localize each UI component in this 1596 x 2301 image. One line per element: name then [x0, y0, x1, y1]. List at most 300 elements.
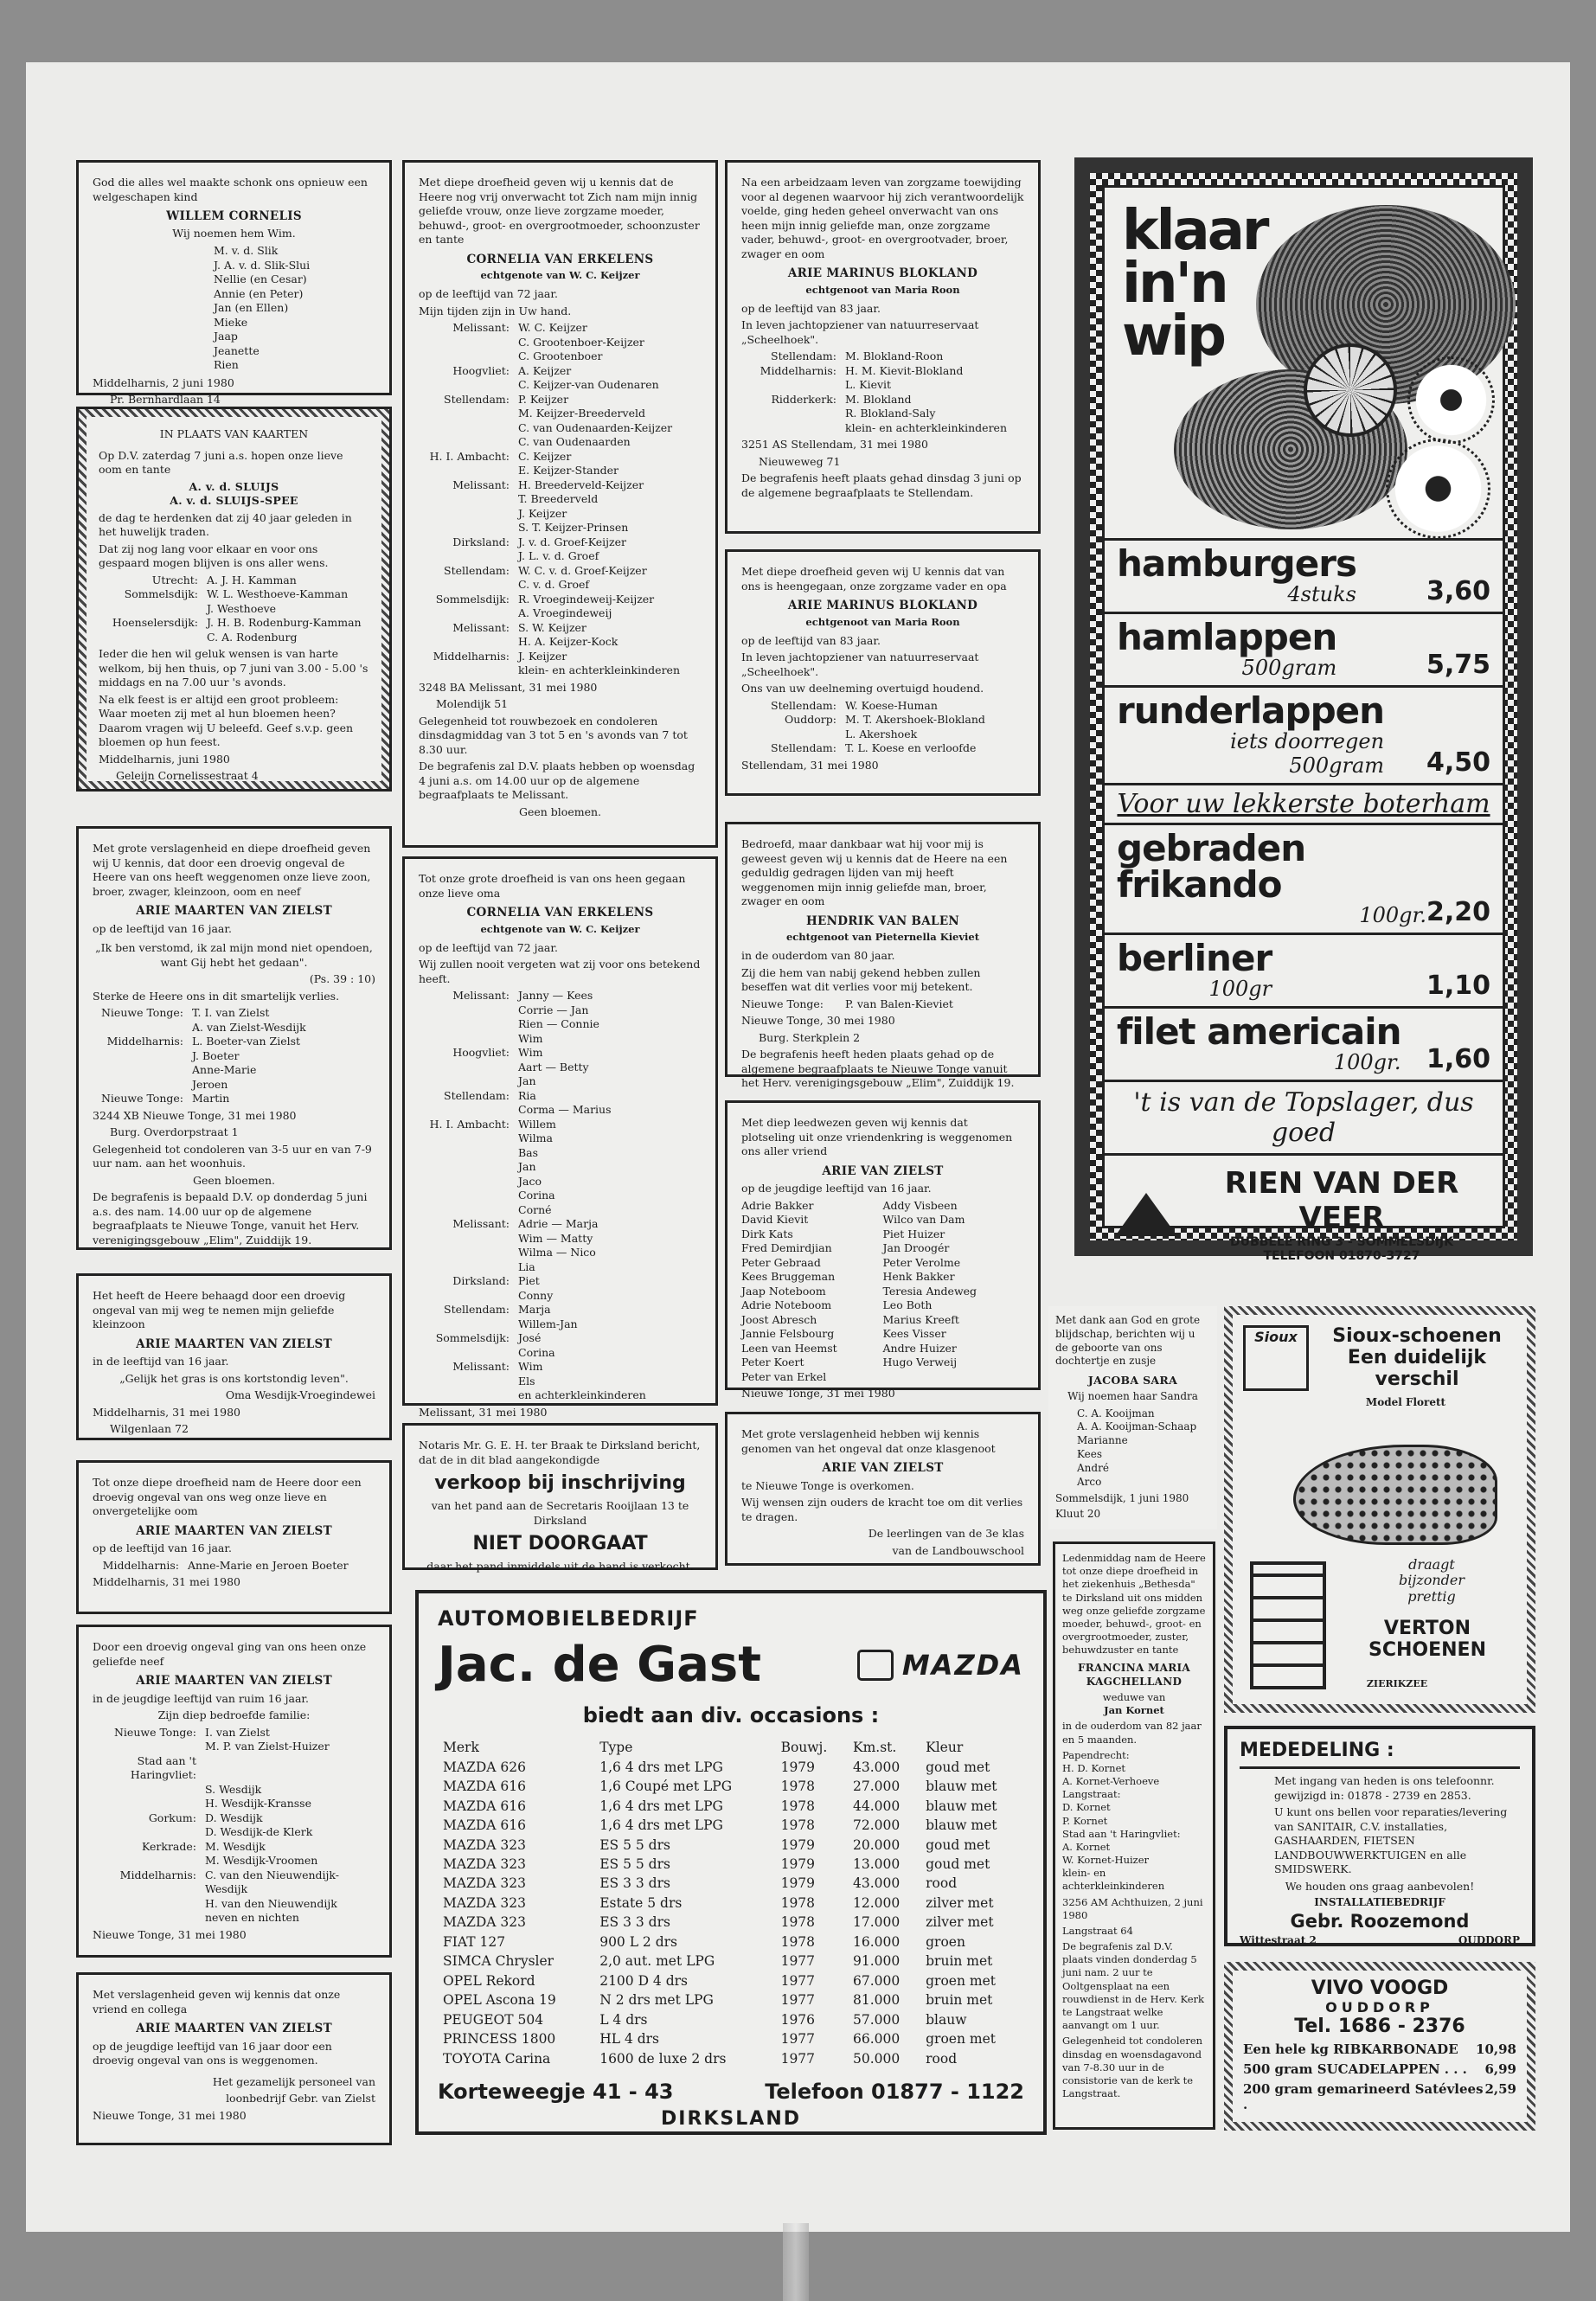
family-row — [99, 602, 369, 617]
person-name: Adrie — Marja — [518, 1217, 599, 1231]
place-label — [419, 1260, 518, 1275]
family-row — [419, 1017, 702, 1032]
place-label: Melissant: — [452, 620, 510, 634]
car-cell: 43.000 — [853, 1875, 901, 1892]
name-line: Kees Bruggeman — [741, 1270, 836, 1284]
place-label — [93, 1740, 205, 1754]
family-row — [93, 1006, 375, 1021]
person-name: klein- en achterkleinkinderen — [518, 663, 680, 677]
car-cell: ES 5 5 drs — [599, 1856, 670, 1872]
place-label — [419, 1175, 518, 1189]
car-cell: MAZDA 616 — [443, 1798, 526, 1814]
place-label — [419, 1103, 518, 1118]
person-name: C. van Oudenaarden — [518, 435, 631, 449]
place-label — [419, 1017, 518, 1032]
person-name: J. Westhoeve — [207, 601, 277, 615]
family-row — [419, 1160, 702, 1175]
place-label: Kerkrade: — [142, 1839, 196, 1853]
car-cell: 1978 — [780, 1817, 816, 1834]
family-row — [741, 364, 1024, 379]
place-label — [93, 1854, 205, 1868]
obituary-arie-classmates: Met grote verslagenheid hebben wij kennis genomen van het ongeval dat onze klasgenoot ARIE VAN ZIELST te Nieuwe Tonge is overkomen. Wij wensen zijn ouders de kracht toe om dit verlies te dragen. De leerlingen van de 3e klas van de Landbouwschool — [725, 1412, 1041, 1566]
family-row — [741, 713, 1024, 727]
car-cell: MAZDA 626 — [443, 1759, 526, 1775]
car-row — [438, 1855, 1024, 1874]
car-cell: 67.000 — [853, 1972, 901, 1989]
place-label — [419, 1289, 518, 1304]
car-cell: blauw — [926, 2011, 967, 2028]
car-cell: 1977 — [780, 1953, 816, 1970]
item-unit: 500gram — [1289, 753, 1385, 778]
name-line: Annie (en Peter) — [214, 286, 304, 300]
car-cell: Estate 5 drs — [599, 1894, 683, 1911]
car-row — [438, 2010, 1024, 2029]
place-label: Nieuwe Tonge: — [100, 1006, 183, 1020]
person-name: en achterkleinkinderen — [518, 1388, 646, 1402]
car-cell: OPEL Ascona 19 — [443, 1992, 556, 2009]
person-name: C. v. d. Groef — [518, 578, 590, 592]
name-line: Teresia Andeweg — [882, 1284, 977, 1298]
car-cell: 1,6 4 drs met LPG — [599, 1817, 723, 1834]
car-cell: 1977 — [780, 1972, 816, 1989]
car-cell: MAZDA 323 — [443, 1836, 526, 1853]
item-name: hamburgers — [1117, 542, 1356, 585]
car-cell: 1,6 4 drs met LPG — [599, 1759, 723, 1775]
person-name: S. T. Keijzer-Prinsen — [518, 521, 629, 535]
obituary-blokland-children: Met diepe droefheid geven wij U kennis dat van ons is heengegaan, onze zorgzame vader en opa ARIE MARINUS BLOKLAND echtgenoot van Maria Roon op de leeftijd van 83 jaar. In leven jachtopziener van natuurreservaat „Scheelhoek". Ons van uw deelneming overtuigd houdend. Stellendam: W. Koese-Human Ouddorp: M. T. Akershoek-Blokland L. Akershoek Stellendam: T. L. Koese en verloofde Stellendam, 31 mei 1980 — [725, 549, 1041, 796]
person-name: Jaco — [518, 1174, 542, 1188]
place-label — [419, 521, 518, 535]
vivo-price: 6,99 — [1484, 2061, 1516, 2077]
family-row — [419, 435, 702, 450]
car-cell: goud met — [926, 1759, 990, 1775]
car-cell: 2,0 aut. met LPG — [599, 1953, 715, 1970]
name-line: Marianne — [1077, 1434, 1128, 1447]
person-name: Corina — [518, 1189, 555, 1202]
family-row — [99, 631, 369, 645]
car-cell: 17.000 — [853, 1914, 901, 1931]
car-cell: MAZDA 323 — [443, 1894, 526, 1911]
place-label: Stellendam: — [444, 563, 510, 577]
car-cell: 1979 — [780, 1875, 816, 1892]
car-cell: goud met — [926, 1856, 990, 1872]
place-label — [741, 727, 845, 742]
car-cell: 1979 — [780, 1856, 816, 1872]
obituary-arie-zielst-neef: Door een droevig ongeval ging van ons heen onze geliefde neef ARIE MAARTEN VAN ZIELST in de jeugdige leeftijd van ruim 16 jaar. Zijn diep bedroefde familie: Nieuwe Tonge: I. van Zielst M. P. van Zielst-Huizer Stad aan 't Haringvliet: S. Wesdijk H. Wesdijk-Kransse Gorkum: D. Wesdijk D. Wesdijk-de Klerk Kerkrade: M. Wesdijk M. Wesdijk-Vroomen Middelharnis: C. van den Nieuwendijk-Wesdijk H. van den Nieuwendijk neven en nichten Nieuwe Tonge, 31 mei 1980 — [76, 1625, 392, 1958]
person-name — [205, 1754, 375, 1783]
obituary-arie-zielst-oma: Het heeft de Heere behaagd door een droevig ongeval van mij weg te nemen mijn geliefde kleinzoon ARIE MAARTEN VAN ZIELST in de leeftijd van 16 jaar. „Gelijk het gras is ons kortstondig leven". Oma Wesdijk-Vroegindewei Middelharnis, 31 mei 1980 Wilgenlaan 72 — [76, 1273, 392, 1440]
family-row — [419, 1360, 702, 1375]
place-label — [419, 464, 518, 478]
place-label — [93, 1797, 205, 1811]
item-price: 1,60 — [1426, 1044, 1490, 1074]
person-name: R. Vroegindeweij-Keijzer — [518, 592, 655, 606]
car-row — [438, 1971, 1024, 1990]
place-label — [419, 1061, 518, 1075]
name-line: Wilco van Dam — [882, 1213, 965, 1227]
person-name: R. Blokland-Saly — [845, 407, 936, 420]
car-cell: 43.000 — [853, 1759, 901, 1775]
family-row — [93, 1078, 375, 1093]
place-label: Ridderkerk: — [771, 392, 836, 406]
place-label — [419, 1160, 518, 1175]
place-label — [419, 507, 518, 522]
family-row — [419, 1317, 702, 1332]
obituary-arie-friends: Met diep leedwezen geven wij kennis dat plotseling uit onze vriendenkring is weggenomen ons aller vriend ARIE VAN ZIELST op de jeugdige leeftijd van 16 jaar. Adrie Bakker David Kievit Dirk Kats Fred Demirdjian Peter Gebraad Kees Bruggeman Jaap Noteboom Adrie Noteboom Joost Abresch Jannie Felsbourg Leen van Heemst Peter Koert Peter van Erkel Addy Visbeen Wilco van Dam Piet Huizer Jan Droogér Peter Verolme Henk Bakker Teresia Andeweg Leo Both Marius Kreeft Kees Visser Andre Huizer Hugo Verweij Nieuwe Tonge, 31 mei 1980 — [725, 1100, 1041, 1390]
place-label: Hoogvliet: — [452, 1046, 510, 1060]
person-name: Marja — [518, 1303, 551, 1317]
car-cell: PEUGEOT 504 — [443, 2011, 544, 2028]
car-cell: ES 3 3 drs — [599, 1914, 670, 1931]
person-name: W. C. v. d. Groef-Keijzer — [518, 563, 647, 577]
family-row — [419, 1118, 702, 1132]
name-line: A. A. Kooijman-Schaap — [1077, 1420, 1197, 1433]
car-cell: blauw met — [926, 1779, 997, 1795]
birth-announcement-jacoba: Met dank aan God en grote blijdschap, berichten wij u de geboorte van ons dochtertje en zusje JACOBA SARA Wij noemen haar Sandra C. A. Kooijman A. A. Kooijman-Schaap Marianne Kees André Arco Sommelsdijk, 1 juni 1980 Kluut 20 — [1048, 1306, 1217, 1529]
person-name: M. Blokland — [845, 392, 912, 406]
person-name: C. Grootenboer — [518, 349, 603, 363]
vivo-price: 10,98 — [1476, 2041, 1516, 2057]
family-row — [93, 1783, 375, 1798]
family-row — [99, 587, 369, 602]
family-row — [419, 364, 702, 379]
car-dealer-ad: AUTOMOBIELBEDRIJF Jac. de Gast MAZDA biedt aan div. occasions : Merk Type Bouwj. Km.st. Kleur MAZDA 626 1,6 4 drs met LPG 1979 43.000 goud met MAZDA 616 1,6 Coupé met LPG 1978 27.000 blauw met MAZDA 616 1,6 4 drs met LPG 1978 44.000 blauw met MAZDA 616 1,6 4 drs met LPG 1978 72.000 blauw met MAZDA 323 ES 5 5 drs 1979 20.000 goud met MAZDA 323 ES 5 5 drs 1979 13.000 goud met MAZDA 323 ES 3 3 drs 1979 43.000 rood MAZDA 323 Estate 5 drs 1978 12.000 zilver met MAZDA 323 ES 3 3 drs 1978 17.000 zilver met FIAT 127 900 L 2 drs 1978 16.000 groen SIMCA Chrysler 2,0 aut. met LPG 1977 91.000 bruin met OPEL Rekord 2100 D 4 drs 1977 67.000 groen met OPEL Ascona 19 N 2 drs met LPG 1977 81.000 bruin met PEUGEOT 504 L 4 drs 1976 57.000 blauw PRINCESS 1800 HL 4 drs 1977 66.000 groen met TOYOTA Carina 1600 de luxe 2 drs 1977 50.000 rood Korteweegje 41 - 43 Telefoon 01877 - 1122 DIRKSLAND — [415, 1590, 1047, 2135]
vivo-voogd-ad: VIVO VOOGD OUDDORP Tel. 1686 - 2376 Een hele kg RIBKARBONADE 10,98 500 gram SUCADELAPPEN . . . 6,99 200 gram gemarineerd Satévlees . 2,59 — [1224, 1962, 1535, 2131]
person-name: M. Wesdijk — [205, 1839, 266, 1853]
flower-icon — [1386, 439, 1490, 539]
family-row — [419, 1346, 702, 1361]
person-name: M. P. van Zielst-Huizer — [205, 1740, 330, 1753]
family-row — [419, 1246, 702, 1260]
family-row — [93, 1049, 375, 1064]
place-label: Sommelsdijk: — [124, 587, 198, 600]
item-unit: 100gr. — [1359, 903, 1426, 927]
place-label: H. I. Ambacht: — [429, 449, 510, 463]
place-label — [741, 378, 845, 393]
shoe-illustration — [1293, 1445, 1497, 1545]
family-row — [93, 1825, 375, 1840]
family-row — [419, 1303, 702, 1317]
vivo-item: 500 gram SUCADELAPPEN . . . — [1243, 2061, 1467, 2077]
family-row — [419, 1003, 702, 1018]
person-name: L. Boeter-van Zielst — [192, 1035, 301, 1048]
person-name: S. Wesdijk — [205, 1782, 262, 1796]
place-label — [419, 1203, 518, 1218]
mazda-emblem-icon — [857, 1650, 894, 1681]
name-line: Leen van Heemst — [741, 1341, 837, 1355]
place-label — [419, 663, 518, 678]
vivo-line — [1243, 2041, 1516, 2057]
person-name: A. Vroegindeweij — [518, 606, 612, 620]
price-item — [1105, 1009, 1503, 1082]
item-price: 1,10 — [1426, 971, 1490, 1001]
anniversary-announcement: IN PLAATS VAN KAARTEN Op D.V. zaterdag 7 juni a.s. hopen onze lieve oom en tante A. v. d. SLUIJS A. v. d. SLUIJS-SPEE de dag te herdenken dat zij 40 jaar geleden in het huwelijk traden. Dat zij nog lang voor elkaar en voor ons gespaard mogen blijven is ons aller wens. Utrecht: A. J. H. Kamman Sommelsdijk: W. L. Westhoeve-Kamman J. Westhoeve Hoenselersdijk: J. H. B. Rodenburg-Kamman C. A. Rodenburg Ieder die hen wil geluk wensen is van harte welkom, bij hen thuis, op 7 juni van 3.00 - 5.00 's middags en na 7.00 uur 's avonds. Na elk feest is er altijd een groot probleem: Waar moeten zij met al hun bloemen heen? Daarom vragen wij U beleefd. Geef s.v.p. geen bloemen op hun feest. Middelharnis, juni 1980 Geleijn Cornelissestraat 4 — [76, 407, 392, 792]
person-name: A. van Zielst-Wesdijk — [192, 1020, 306, 1034]
car-row — [438, 1816, 1024, 1835]
person-name: Willem-Jan — [518, 1317, 578, 1330]
place-label: Utrecht: — [151, 573, 198, 586]
car-row — [438, 1777, 1024, 1796]
person-name: Jeroen — [192, 1077, 228, 1091]
family-row — [419, 593, 702, 607]
place-label: Stellendam: — [771, 349, 836, 363]
family-row — [419, 393, 702, 407]
person-name: Wilma — [518, 1131, 553, 1145]
place-label — [419, 1146, 518, 1161]
house-logo-icon — [1115, 1193, 1177, 1236]
car-cell: MAZDA 323 — [443, 1875, 526, 1892]
place-label — [419, 606, 518, 621]
price-item — [1105, 688, 1503, 785]
family-row — [99, 616, 369, 631]
place-label: Melissant: — [452, 321, 510, 335]
place-label: Sommelsdijk: — [435, 1331, 510, 1345]
car-cell: 13.000 — [853, 1856, 901, 1872]
family-row — [419, 578, 702, 593]
family-row — [419, 549, 702, 564]
name-line: Jan Droogér — [882, 1241, 950, 1255]
place-label — [93, 1049, 192, 1064]
car-cell: MAZDA 616 — [443, 1817, 526, 1834]
family-names — [1055, 1407, 1210, 1490]
vivo-line — [1243, 2061, 1516, 2077]
place-label: Stad aan 't Haringvliet: — [130, 1753, 196, 1782]
family-row — [419, 1232, 702, 1247]
person-name: Anne-Marie — [192, 1063, 257, 1077]
price-item — [1105, 825, 1503, 935]
person-name: P. Keijzer — [518, 392, 569, 406]
place-label — [419, 1232, 518, 1247]
family-row — [419, 1388, 702, 1403]
person-name: M. Blokland-Roon — [845, 349, 944, 363]
car-cell: bruin met — [926, 1992, 993, 2009]
person-name: J. Keijzer — [518, 506, 567, 520]
car-cell: bruin met — [926, 1953, 993, 1970]
column-header: Kleur — [926, 1740, 964, 1756]
item-unit: 500gram — [1241, 656, 1337, 680]
person-name: Jan — [518, 1160, 536, 1174]
sioux-logo: Sioux — [1243, 1325, 1309, 1391]
family-row — [741, 393, 1024, 407]
place-label: Stellendam: — [444, 1303, 510, 1317]
place-label: Hoenselersdijk: — [112, 616, 198, 629]
person-name: C. van Oudenaarden-Keijzer — [518, 420, 673, 434]
obituary-cornelia-grandchildren: Tot onze grote droefheid is van ons heen gegaan onze lieve oma CORNELIA VAN ERKELENS echtgenote van W. C. Keijzer op de leeftijd van 72 jaar. Wij zullen nooit vergeten wat zij voor ons betekend heeft. Melissant: Janny — Kees Corrie — Jan Rien — Connie Wim Hoogvliet: Wim Aart — Betty Jan Stellendam: Ria Corma — Marius H. I. Ambacht: Willem Wilma Bas Jan Jaco Corina Corné Melissant: Adrie — Marja Wim — Matty Wilma — Nico Lia Dirksland: Piet Conny Stellendam: Marja Willem-Jan Sommelsdijk: José Corina Melissant: Wim Els en achterkleinkinderen Melissant, 31 mei 1980 — [402, 856, 718, 1406]
name-line: C. A. Kooijman — [1077, 1407, 1155, 1420]
name-line: Jannie Felsbourg — [741, 1327, 835, 1341]
name-line: M. v. d. Slik — [214, 244, 279, 258]
name-line: klein- en achterkleinkinderen — [1062, 1867, 1165, 1893]
place-label: Gorkum: — [148, 1811, 196, 1824]
name-line: Jeanette — [214, 343, 260, 357]
car-cell: 81.000 — [853, 1992, 901, 2009]
name-line: Hugo Verweij — [882, 1356, 958, 1369]
person-name: Willem — [518, 1117, 556, 1131]
place-label: Stellendam: — [444, 1088, 510, 1102]
family-list — [99, 574, 369, 645]
family-row — [419, 635, 702, 650]
flower-icon — [1407, 356, 1495, 444]
place-label — [419, 1375, 518, 1389]
car-cell: L 4 drs — [599, 2011, 648, 2028]
family-row — [741, 421, 1024, 436]
name-line: A. Kornet — [1062, 1840, 1111, 1853]
car-cell: zilver met — [926, 1914, 994, 1931]
car-row — [438, 1874, 1024, 1893]
family-row — [93, 1840, 375, 1855]
person-name: D. Wesdijk — [205, 1811, 263, 1824]
name-line: Arco — [1077, 1475, 1102, 1488]
family-row — [93, 1021, 375, 1035]
place-label — [419, 1246, 518, 1260]
item-price: 2,20 — [1426, 897, 1490, 927]
family-list — [741, 699, 1024, 756]
obituary-arie-zielst-family: Met grote verslagenheid en diepe droefheid geven wij U kennis, dat door een droevig ongeval de Heere van ons heeft weggenomen onze lieve zoon, broer, zwager, kleinzoon, oom en neef ARIE MAARTEN VAN ZIELST op de leeftijd van 16 jaar. „Ik ben verstomd, ik zal mijn mond niet opendoen, want Gij hebt het gedaan". (Ps. 39 : 10) Sterke de Heere ons in dit smartelijk verlies. Nieuwe Tonge: T. I. van Zielst A. van Zielst-Wesdijk Middelharnis: L. Boeter-van Zielst J. Boeter Anne-Marie Jeroen Nieuwe Tonge: Martin 3244 XB Nieuwe Tonge, 31 mei 1980 Burg. Overdorpstraat 1 Gelegenheid tot condoleren van 3-5 uur en van 7-9 uur nam. aan het woonhuis. Geen bloemen. De begrafenis is bepaald D.V. op donderdag 5 juni a.s. des nam. 14.00 uur op de algemene begraafplaats te Nieuwe Tonge, vanuit het Herv. verenigingsgebouw „Elim", Zuiddijk 19. — [76, 826, 392, 1250]
person-name: W. L. Westhoeve-Kamman — [207, 587, 349, 600]
name-line: Dirk Kats — [741, 1227, 793, 1240]
family-row — [419, 989, 702, 1003]
family-row — [419, 1217, 702, 1232]
item-unit: 100gr — [1208, 977, 1272, 1001]
vivo-line — [1243, 2081, 1516, 2112]
family-row — [741, 727, 1024, 742]
person-name: Wim — [518, 1031, 543, 1045]
person-name: Jan — [518, 1074, 536, 1088]
family-row — [419, 1103, 702, 1118]
person-name: M. Wesdijk-Vroomen — [205, 1854, 318, 1868]
person-name: Corrie — Jan — [518, 1003, 589, 1016]
person-name: M. T. Akershoek-Blokland — [845, 713, 985, 727]
person-name: neven en nichten — [205, 1911, 299, 1925]
name-line: A. Kornet-Verhoeve — [1062, 1775, 1160, 1788]
car-cell: zilver met — [926, 1894, 994, 1911]
item-name: hamlappen — [1117, 616, 1337, 658]
place-label: Melissant: — [452, 1360, 510, 1374]
family-row — [419, 621, 702, 636]
friends-list — [741, 1199, 1024, 1385]
car-cell: MAZDA 616 — [443, 1779, 526, 1795]
place-label: Sommelsdijk: — [435, 592, 510, 606]
family-row — [419, 378, 702, 393]
place-label — [419, 1003, 518, 1018]
car-cell: HL 4 drs — [599, 2031, 660, 2048]
butcher-prices — [1105, 541, 1503, 785]
car-cell: 1977 — [780, 1992, 816, 2009]
family-list — [1062, 1749, 1206, 1894]
car-cell: 20.000 — [853, 1836, 901, 1853]
car-cell: 1976 — [780, 2011, 816, 2028]
name-line: Langstraat: — [1062, 1788, 1121, 1801]
place-label: Middelharnis: — [119, 1868, 196, 1881]
car-cell: 66.000 — [853, 2031, 901, 2048]
place-label — [419, 1074, 518, 1089]
place-label: Stellendam: — [771, 698, 836, 712]
car-cell: 1,6 4 drs met LPG — [599, 1798, 723, 1814]
notary-notice: Notaris Mr. G. E. H. ter Braak te Dirksland bericht, dat de in dit blad aangekondigde verkoop bij inschrijving van het pand aan de Secretaris Rooijlaan 13 te Dirksland NIET DOORGAAT daar het pand inmiddels uit de hand is verkocht. — [402, 1423, 718, 1570]
car-cell: 1978 — [780, 1779, 816, 1795]
family-row — [419, 1289, 702, 1304]
item-name: berliner — [1117, 937, 1272, 979]
name-line: Papendrecht: — [1062, 1748, 1130, 1761]
car-cell: 1978 — [780, 1933, 816, 1950]
place-label: Melissant: — [452, 478, 510, 491]
name-line: Adrie Bakker — [741, 1198, 814, 1212]
car-cell: 1,6 Coupé met LPG — [599, 1779, 733, 1795]
car-cell: N 2 drs met LPG — [599, 1992, 714, 2009]
family-row — [419, 407, 702, 421]
birth-announcement-willem: God die alles wel maakte schonk ons opnieuw een welgeschapen kind WILLEM CORNELIS Wij noemen hem Wim. M. v. d. Slik J. A. v. d. Slik-Slui Nellie (en Cesar) Annie (en Peter) Jan (en Ellen) Mieke Jaap Jeanette Rien Middelharnis, 2 juni 1980 Pr. Bernhardlaan 14 — [76, 160, 392, 395]
family-row — [419, 1260, 702, 1275]
name-line: Peter Gebraad — [741, 1255, 821, 1269]
person-name: Lia — [518, 1259, 535, 1273]
family-row — [419, 1089, 702, 1104]
person-name: José — [518, 1331, 542, 1345]
person-name: Bas — [518, 1145, 539, 1159]
place-label: Stellendam: — [771, 741, 836, 755]
car-cell: groen met — [926, 1972, 996, 1989]
place-label — [419, 578, 518, 593]
place-label: Middelharnis: — [760, 363, 836, 377]
person-name: T. Breederveld — [518, 492, 599, 506]
family-row — [741, 699, 1024, 714]
car-cell: OPEL Rekord — [443, 1972, 535, 1989]
person-name: H. M. Kievit-Blokland — [845, 363, 964, 377]
place-label — [419, 421, 518, 436]
person-name: Martin — [192, 1092, 230, 1106]
car-cell: 900 L 2 drs — [599, 1933, 678, 1950]
person-name: M. Keijzer-Breederveld — [518, 407, 645, 420]
car-cell: 27.000 — [853, 1779, 901, 1795]
person-name: A. J. H. Kamman — [207, 573, 297, 586]
place-label — [93, 1911, 205, 1926]
person-name: C. van den Nieuwendijk-Wesdijk — [205, 1868, 340, 1896]
place-label: Middelharnis: — [106, 1035, 183, 1048]
family-row — [419, 564, 702, 579]
car-row — [438, 1990, 1024, 2009]
person-name: W. Koese-Human — [845, 698, 938, 712]
car-cell: 1979 — [780, 1836, 816, 1853]
place-label — [93, 1897, 205, 1912]
family-list — [741, 349, 1024, 435]
family-row — [419, 1131, 702, 1146]
car-cell: ES 3 3 drs — [599, 1875, 670, 1892]
person-name: J. v. d. Groef-Keijzer — [518, 535, 626, 548]
car-cell: 2100 D 4 drs — [599, 1972, 689, 1989]
person-name: H. A. Keijzer-Kock — [518, 635, 619, 649]
car-cell: 1600 de luxe 2 drs — [599, 2050, 727, 2067]
family-row — [93, 1897, 375, 1912]
place-label — [93, 1825, 205, 1840]
car-cell: ES 5 5 drs — [599, 1836, 670, 1853]
car-row — [438, 1797, 1024, 1816]
person-name: Corné — [518, 1202, 552, 1216]
place-label — [419, 1131, 518, 1146]
person-name: Conny — [518, 1288, 554, 1302]
family-row — [93, 1868, 375, 1897]
vivo-price-list — [1243, 2041, 1516, 2112]
place-label — [99, 602, 207, 617]
name-line: Jan (en Ellen) — [214, 301, 289, 315]
car-cell: 1979 — [780, 1759, 816, 1775]
name-line: Andre Huizer — [882, 1341, 957, 1355]
name-line: Joost Abresch — [741, 1312, 817, 1326]
car-row — [438, 1932, 1024, 1952]
person-name: Aart — Betty — [518, 1060, 589, 1074]
price-item — [1105, 935, 1503, 1009]
family-row — [419, 1274, 702, 1289]
car-cell: 1977 — [780, 2031, 816, 2048]
car-cell: 57.000 — [853, 2011, 901, 2028]
